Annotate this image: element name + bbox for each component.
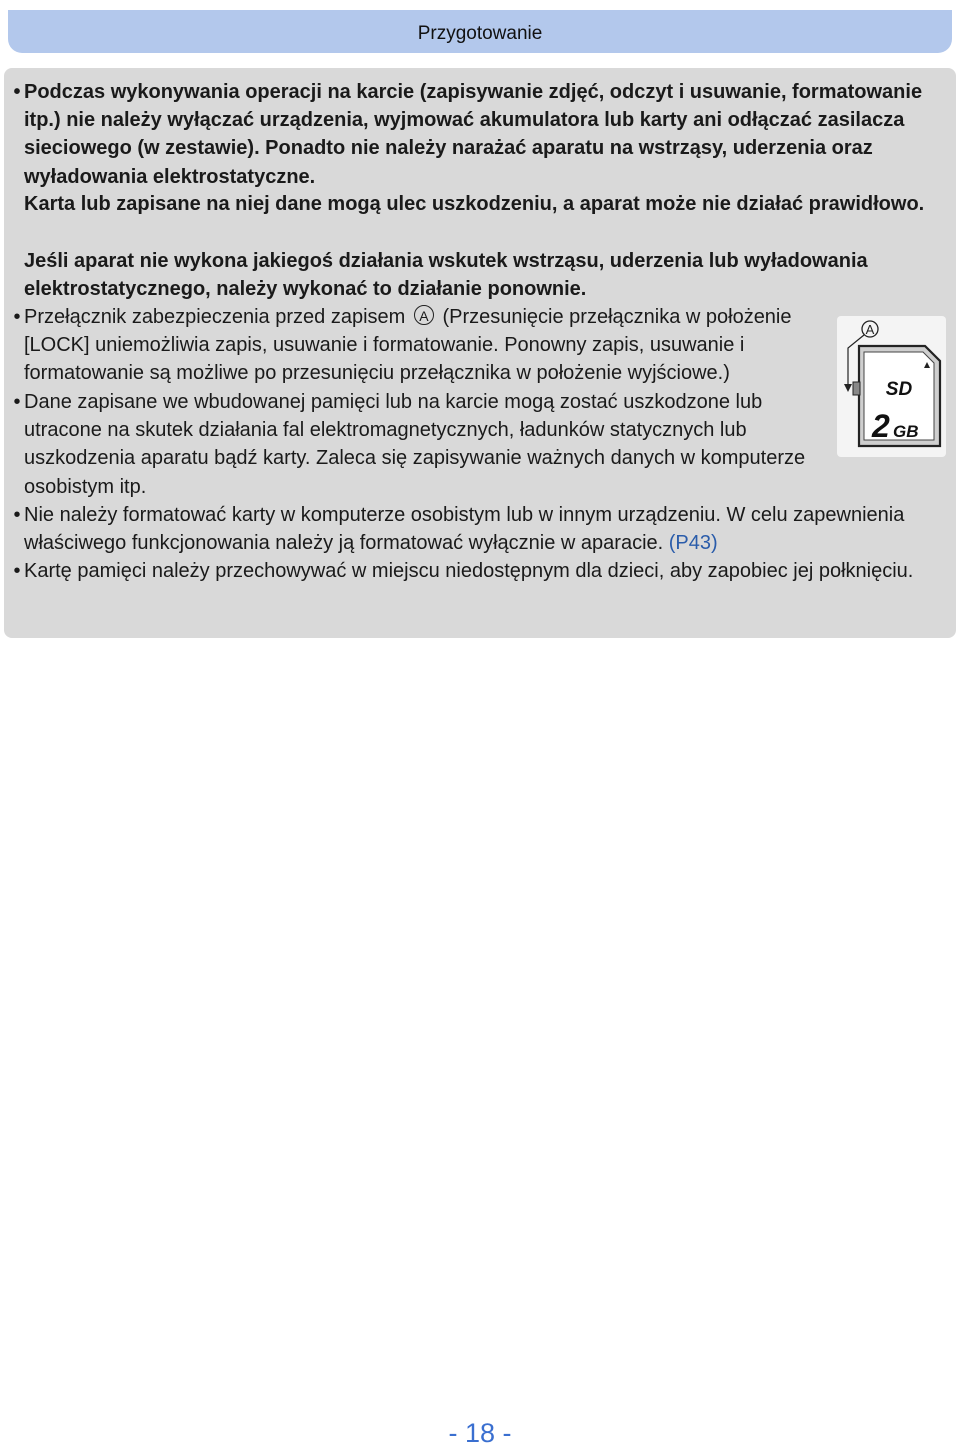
sd-logo-text: SD bbox=[885, 379, 913, 400]
note-paragraph bbox=[10, 247, 946, 303]
bullet-marker: • bbox=[13, 560, 21, 582]
note-text bbox=[10, 501, 950, 557]
sd-card-icon bbox=[837, 316, 946, 457]
bullet-data-damage bbox=[10, 388, 835, 501]
note-paragraph bbox=[10, 190, 946, 218]
page-reference-link[interactable]: (P43) bbox=[668, 532, 718, 555]
note-text: Podczas wykonywania operacji na karcie (zapisywanie zdjęć, odczyt i usuwanie, formatowanie itp.) nie należy wyłączać urządzenia, wyjmować akumulatora lub karty ani odłączać zasilacza sieciowego (w zestawie). Ponadto nie należy narażać aparatu na wstrząsy, uderzenia oraz wyładowania elektrostatyczne. bbox=[24, 81, 923, 188]
note-text bbox=[10, 303, 835, 388]
bullet-format bbox=[10, 501, 950, 557]
text-segment: Nie należy formatować karty w komputerze osobistym lub w innym urządzeniu. W celu zapewnienia właściwego funkcjonowania należy ją formatować wyłącznie w aparacie. bbox=[24, 504, 905, 555]
bullet-marker: • bbox=[13, 391, 21, 413]
caution-notes-box bbox=[4, 68, 956, 638]
sd-card-illustration bbox=[837, 316, 946, 457]
text-segment: (Przesunięcie przełącznika w położenie [LOCK] uniemożliwia zapis, usuwanie i formatowanie. Ponowny zapis, usuwanie i formatowanie są możliwe po przesunięciu przełącznika w położenie wyjściowe.) bbox=[24, 306, 792, 385]
page-number: - 18 - bbox=[448, 1418, 512, 1448]
bullet-write-protect bbox=[10, 303, 835, 388]
bullet-marker: • bbox=[13, 504, 21, 526]
note-paragraph bbox=[10, 78, 946, 191]
write-protect-switch bbox=[853, 382, 860, 395]
bullet-marker: • bbox=[13, 81, 21, 103]
note-text: Karta lub zapisane na niej dane mogą ulec uszkodzeniu, a aparat może nie działać prawidłowo. bbox=[24, 193, 925, 215]
bullet-storage bbox=[10, 557, 950, 585]
text-segment: Przełącznik zabezpieczenia przed zapisem bbox=[24, 306, 406, 328]
leader-arrow bbox=[844, 384, 852, 392]
figure-marker-label: A bbox=[865, 322, 875, 337]
capacity-unit: GB bbox=[893, 422, 919, 441]
note-text: Kartę pamięci należy przechowywać w miejscu niedostępnym dla dzieci, aby zapobiec jej połknięciu. bbox=[24, 560, 914, 582]
callout-marker-a: A bbox=[414, 305, 434, 325]
note-text: Jeśli aparat nie wykona jakiegoś działania wskutek wstrząsu, uderzenia lub wyładowania elektrostatycznego, należy wykonać to działanie ponownie. bbox=[24, 250, 868, 301]
page-section-title: Przygotowanie bbox=[417, 23, 543, 44]
bullet-marker: • bbox=[13, 306, 21, 328]
capacity-number: 2 bbox=[872, 408, 890, 444]
note-text: Dane zapisane we wbudowanej pamięci lub na karcie mogą zostać uszkodzone lub utracone na skutek działania fal elektromagnetycznych, ładunków statycznych lub uszkodzenia aparatu bądź karty. Zaleca się zapisywanie ważnych danych w komputerze osobistym itp. bbox=[24, 391, 806, 498]
